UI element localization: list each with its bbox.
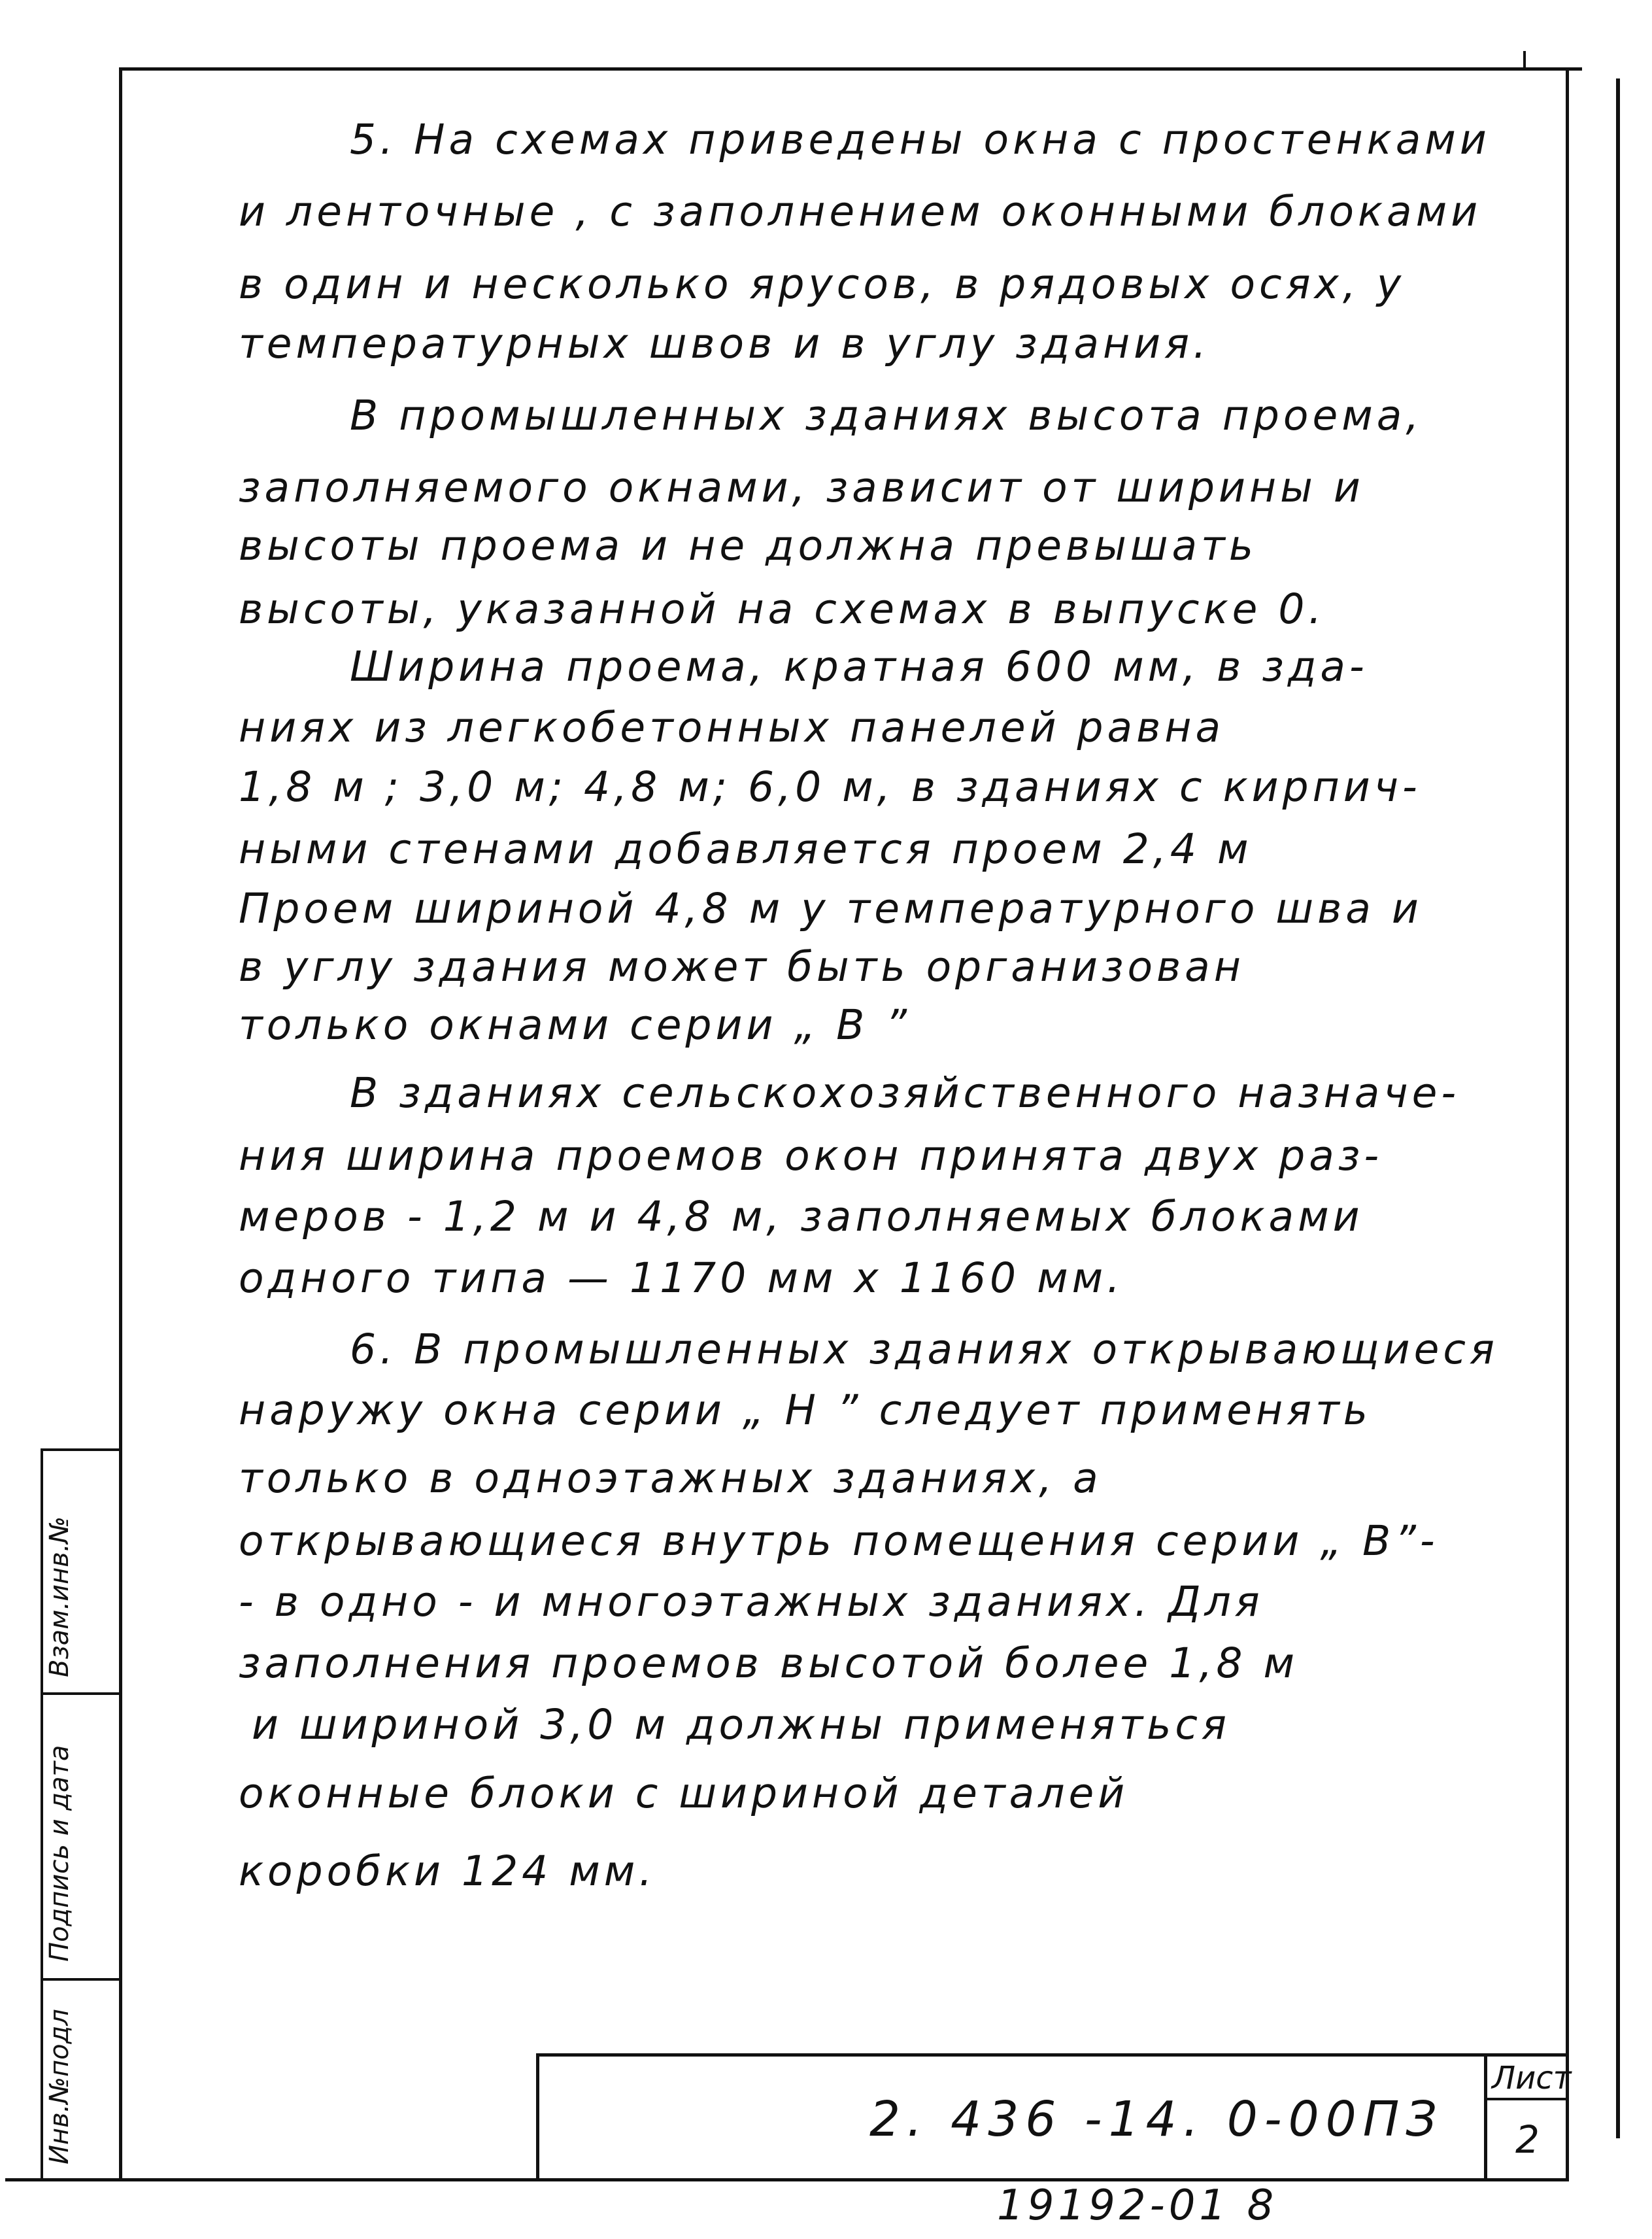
body-line-7: высоты проема и не должна превышать (239, 522, 1257, 570)
frame-outer-edge (1616, 78, 1620, 2138)
body-line-15: только окнами серии „ В ” (239, 1001, 911, 1049)
title-block-top-border (536, 2053, 1569, 2057)
body-line-5: В промышленных зданиях высота проема, (350, 392, 1423, 439)
frame-top-border (119, 67, 1582, 71)
body-line-9: Ширина проема, кратная 600 мм, в зда- (350, 643, 1368, 691)
body-line-4: температурных швов и в углу здания. (239, 320, 1211, 367)
body-line-11: 1,8 м ; 3,0 м; 4,8 м; 6,0 м, в зданиях с кирпич- (239, 763, 1421, 811)
body-line-1: 5. На схемах приведены окна с простенками (350, 116, 1491, 163)
body-line-23: открывающиеся внутрь помещения серии „ В”- (239, 1517, 1439, 1565)
sheet-label: Лист (1492, 2060, 1572, 2096)
body-line-17: ния ширина проемов окон принята двух раз- (239, 1132, 1383, 1180)
frame-left-border (119, 67, 122, 2181)
frame-bottom-border (5, 2178, 1569, 2181)
body-line-10: ниях из легкобетонных панелей равна (239, 704, 1225, 751)
body-line-24: - в одно - и многоэтажных зданиях. Для (239, 1578, 1264, 1626)
body-line-25: заполнения проемов высотой более 1,8 м (239, 1639, 1299, 1687)
title-block-left-border (536, 2053, 539, 2181)
stamp-replacement-inv: Взам.инв.№ (44, 1516, 75, 1677)
stamp-box-divider-2 (41, 1692, 122, 1695)
body-line-6: заполняемого окнами, зависит от ширины и (239, 464, 1364, 511)
body-line-8: высоты, указанной на схемах в выпуске 0. (239, 585, 1326, 633)
body-line-19: одного типа — 1170 мм х 1160 мм. (239, 1254, 1124, 1302)
body-line-20: 6. В промышленных зданиях открывающиеся (350, 1325, 1498, 1373)
document-code: 2. 436 -14. 0-00ПЗ (869, 2091, 1443, 2147)
body-line-14: в углу здания может быть организован (239, 943, 1245, 991)
body-line-22: только в одноэтажных зданиях, а (239, 1454, 1102, 1502)
body-line-12: ными стенами добавляется проем 2,4 м (239, 825, 1253, 873)
body-line-13: Проем шириной 4,8 м у температурного шва и (239, 885, 1423, 932)
frame-right-border (1566, 67, 1569, 2181)
body-line-2: и ленточные , с заполнением оконными блоками (239, 188, 1482, 235)
stamp-box-left-border (41, 1448, 43, 2181)
archive-code: 19192-01 8 (997, 2181, 1278, 2230)
body-line-3: в один и несколько ярусов, в рядовых осях, у (239, 260, 1406, 308)
body-line-18: меров - 1,2 м и 4,8 м, заполняемых блоками (239, 1193, 1364, 1240)
stamp-inv-original: Инв.№подл (44, 2009, 75, 2164)
sheet-number: 2 (1515, 2117, 1540, 2162)
body-line-16: В зданиях сельскохозяйственного назначе- (350, 1069, 1460, 1117)
stamp-signature-date: Подпись и дата (44, 1745, 75, 1962)
body-line-28: коробки 124 мм. (239, 1847, 656, 1895)
title-block-sheet-divider-horizontal (1484, 2098, 1569, 2100)
body-line-27: оконные блоки с шириной деталей (239, 1769, 1129, 1817)
frame-tick-mark (1523, 51, 1526, 71)
title-block-sheet-divider-vertical (1484, 2053, 1487, 2181)
body-line-21: наружу окна серии „ Н ” следует применять (239, 1386, 1372, 1434)
stamp-box-divider-1 (41, 1448, 122, 1451)
stamp-box-divider-3 (41, 1978, 122, 1981)
body-line-26: и шириной 3,0 м должны применяться (252, 1701, 1230, 1749)
